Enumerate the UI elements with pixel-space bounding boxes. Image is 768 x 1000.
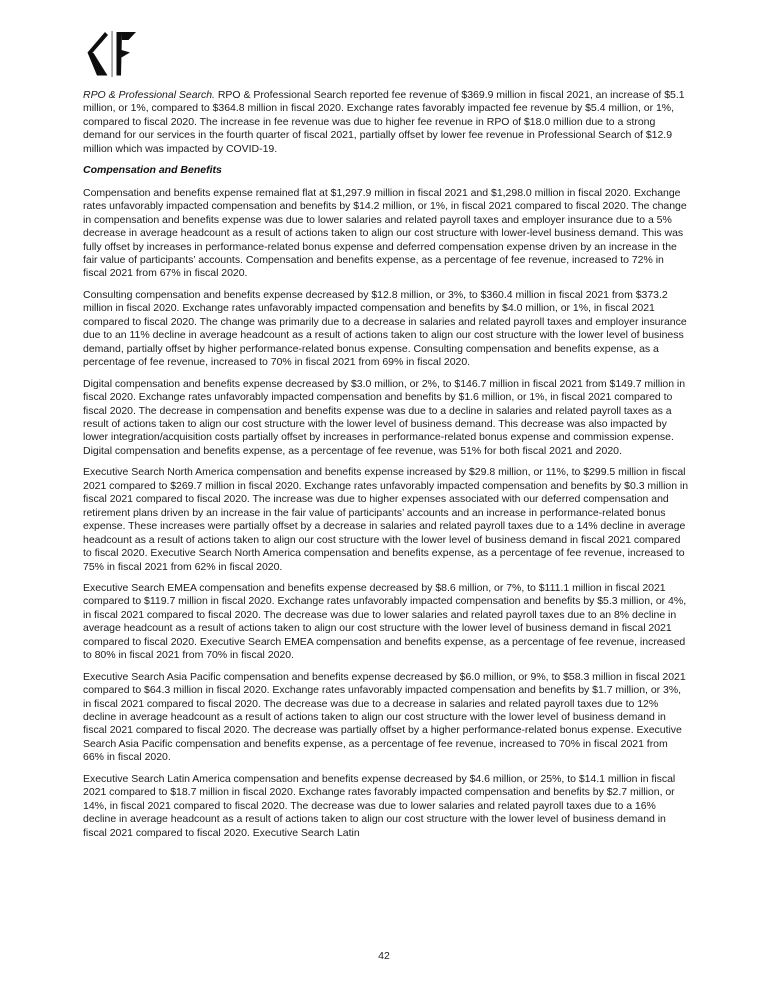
section-heading-compensation-and-benefits: Compensation and Benefits [83,164,222,177]
paragraph-exec-search-latin-america: Executive Search Latin America compensation and benefits expense decreased by $4.6 million, or 25%, to $14.1 million in fiscal 2021 compared to $18.7 million in fiscal 2020. Exchange rates favorably impacted compensation and benefits by $2.7 million, or 14%, in fiscal 2021 compared to fiscal 2020. The decrease was due to lower salaries and related payroll taxes due to a 16% decline in average headcount as a result of actions taken to align our cost structure with the lower level of business demand in fiscal 2021 compared to fiscal 2020. Executive Search Latin [83,772,676,839]
paragraph-exec-search-asia-pacific: Executive Search Asia Pacific compensation and benefits expense decreased by $6.0 million, or 9%, to $58.3 million in fiscal 2021 compared to $64.3 million in fiscal 2020. Exchange rates unfavorably impacted compensation and benefits by $1.7 million, or 3%, in fiscal 2021 compared to fiscal 2020. The decrease was due to a decrease in salaries and related payroll taxes due to 12% decline in average headcount as a result of actions taken to align our cost structure with the lower level of business demand in fiscal 2021 compared to fiscal 2020. The decrease was partially offset by a higher performance-related bonus expense. Executive Search Asia Pacific compensation and benefits expense, as a percentage of fee revenue, increased to 70% in fiscal 2021 from 66% in fiscal 2020. [83,670,686,764]
paragraph-rpo-professional-search [83,89,689,156]
paragraph-consulting-compensation: Consulting compensation and benefits expense decreased by $12.8 million, or 3%, to $360.4 million in fiscal 2021 from $373.2 million in fiscal 2020. Exchange rates unfavorably impacted compensation and benefits by $4.0 million, or 1%, in fiscal 2021 compared to fiscal 2020. The change was primarily due to a decrease in salaries and related payroll taxes and employer insurance due to an 11% decline in average headcount as a result of actions taken to align our cost structure with the lower level of business demand, partially offset by higher performance-related bonus expense. Consulting compensation and benefits expense, as a percentage of fee revenue, increased to 70% in fiscal 2021 from 69% in fiscal 2020. [83,288,687,369]
paragraph-digital-compensation: Digital compensation and benefits expense decreased by $3.0 million, or 2%, to $146.7 million in fiscal 2021 from $149.7 million in fiscal 2020. Exchange rates unfavorably impacted compensation and benefits by $1.6 million, or 1%, in fiscal 2021 compared to fiscal 2020. The decrease in compensation and benefits expense was due to a decline in salaries and related payroll taxes as a result of actions taken to align our cost structure with the lower level of business demand. This decrease was also impacted by lower integration/acquisition costs partially offset by increases in performance-related bonus expense and commission expense. Digital compensation and benefits expense, as a percentage of fee revenue, was 51% for both fiscal 2021 and 2020. [83,377,686,457]
paragraph-lead-rest: RPO & Professional Search reported fee revenue of $369.9 million in fiscal 2021, an increase of $5.1 million, or 1%, compared to $364.8 million in fiscal 2020. Exchange rates favorably impacted fee revenue by $5.4 million, or 1%, compared to fiscal 2020. The increase in fee revenue was due to higher fee revenue in RPO of $18.0 million due to a strong demand for our services in the fourth quarter of fiscal 2021, partially offset by lower fee revenue in Professional Search of $12.9 million which was impacted by COVID-19. [83,89,685,155]
paragraph-total-compensation: Compensation and benefits expense remained flat at $1,297.9 million in fiscal 2021 and $1,298.0 million in fiscal 2020. Exchange rates unfavorably impacted compensation and benefits by $14.2 million, or 1%, in fiscal 2021 compared to fiscal 2020. The change in compensation and benefits expense was due to lower salaries and related payroll taxes and employer insurance due to a 5% decrease in average headcount as a result of actions taken to align our cost structure with lower-level business demand. This was fully offset by increases in performance-related bonus expense and deferred compensation expense driven by an increase in the fair value of participants’ accounts. Compensation and benefits expense, as a percentage of fee revenue, increased to 72% in fiscal 2021 from 67% in fiscal 2020. [83,186,687,280]
korn-ferry-logo-icon [85,31,137,77]
korn-ferry-logo-graphic [85,31,137,77]
page-number: 42 [378,950,390,962]
paragraph-exec-search-emea: Executive Search EMEA compensation and benefits expense decreased by $8.6 million, or 7%, to $111.1 million in fiscal 2021 compared to $119.7 million in fiscal 2020. Exchange rates unfavorably impacted compensation and benefits by $5.3 million, or 4%, in fiscal 2021 compared to fiscal 2020. The decrease was due to lower salaries and related payroll taxes due to an 8% decline in average headcount as a result of actions taken to align our cost structure with the lower level of business demand in fiscal 2021 compared to fiscal 2020. Executive Search EMEA compensation and benefits expense, as a percentage of fee revenue, increased to 80% in fiscal 2021 from 70% in fiscal 2020. [83,581,687,662]
paragraph-lead-italic: RPO & Professional Search. [83,89,215,101]
document-body [83,89,689,848]
paragraph-exec-search-north-america: Executive Search North America compensation and benefits expense increased by $29.8 million, or 11%, to $299.5 million in fiscal 2021 compared to $269.7 million in fiscal 2020. Exchange rates unfavorably impacted compensation and benefits by $0.3 million in fiscal 2021 compared to fiscal 2020. The increase was due to higher expenses associated with our deferred compensation and retirement plans driven by an increase in the fair value of participants’ accounts and an increase in performance-related bonus expense. These increases were partially offset by a decrease in salaries and related payroll taxes due to a 14% decline in average headcount as a result of actions taken to align our cost structure with the lower level of business demand in fiscal 2021 compared to fiscal 2020. Executive Search North America compensation and benefits expense, as a percentage of fee revenue, increased to 75% in fiscal 2021 from 62% in fiscal 2020. [83,466,689,573]
